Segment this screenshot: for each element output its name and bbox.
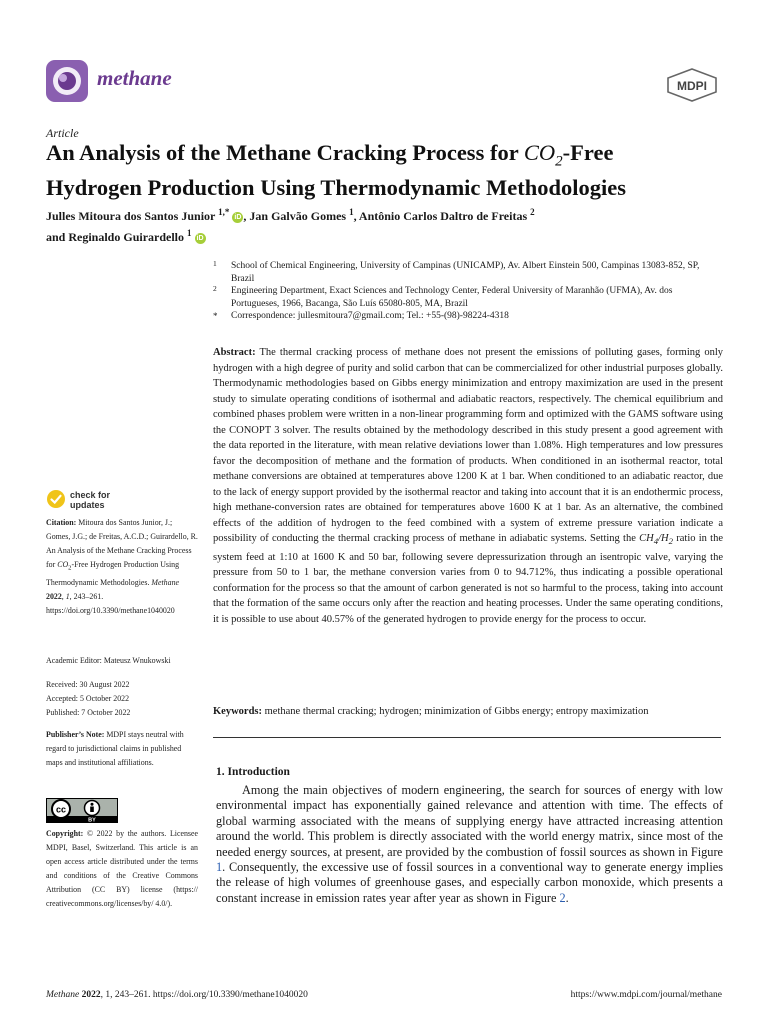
publisher-note: Publisher’s Note: MDPI stays neutral with regard to jurisdictional claims in published maps and institutional affiliations. (46, 730, 184, 767)
affiliations (213, 260, 723, 323)
orcid-icon[interactable]: iD (234, 214, 242, 221)
svg-text:cc: cc (55, 804, 67, 815)
keywords-label: Keywords: (213, 706, 262, 717)
section-divider (213, 737, 721, 738)
published-date: Published: 7 October 2022 (46, 708, 131, 717)
article-title (46, 140, 726, 201)
abstract-label: Abstract: (213, 347, 256, 358)
author-affiliation-mark: 1,* (218, 207, 230, 217)
affiliation-item: 1 School of Chemical Engineering, University of Campinas (UNICAMP), Av. Albert Einstein 500, Campinas 13083-852, SP, Brazil (213, 259, 700, 284)
author-affiliation-mark: 1 (349, 207, 354, 217)
citation-doi-link[interactable]: 243–261. https://doi.org/10.3390/methane1040020 (46, 591, 175, 615)
correspondence: * Correspondence: jullesmitoura7@gmail.com; Tel.: +55-(98)-98224-4318 (213, 311, 509, 321)
author-name[interactable]: Jan Galvão Gomes (249, 209, 347, 223)
cc-by-license-icon[interactable] (46, 798, 118, 823)
footer-citation: Methane 2022, 1, 243–261. https://doi.org/10.3390/methane1040020 (46, 990, 308, 1000)
affiliation-item: 2 Engineering Department, Exact Sciences and Technology Center, Federal University of Maranhão (UFMA), Av. dos Portugueses, 1966, Bacanga, São Luís 65080-805, MA, Brazil (213, 284, 673, 309)
author-name[interactable]: Julles Mitoura dos Santos Junior (46, 209, 216, 223)
introduction-paragraph: Among the main objectives of modern engineering, the search for sources of energy with low environmental impact has exponentially gained relevance and attention with time. The effects of global warming associated with the means of supplying energy have attracted increasing attention around the world. This problem is directly associated with the world energy matrix, since most of the needed energy sources, at present, are provided by the combustion of fossil sources as shown in Figure 1. Consequently, the excessive use of fossil sources in a conventional way to generate energy implies the release of high volumes of greenhouse gases, and especially carbon monoxide, which presents a constant increase in emission rates year after year as shown in Figure 2. (216, 783, 723, 905)
abstract: Abstract: The thermal cracking process of methane does not present the emissions of polluting gases, forming only hydrogen with a high degree of purity and solid carbon that can be commercialized for other industrial purposes globally. Thermodynamic methodologies based on Gibbs energy minimization and entropy maximization are used in the present study to simulate operating conditions of isothermal and adiabatic reactors, respectively. The chemical equilibrium and combined phases problem were written in a non-linear programming form and optimized with the GAMS software using the CONOPT 3 solver. The results obtained by the methodology described in this study present a good agreement with the data reported in the literature, with mean relative deviations lower than 1.08%. High temperatures and low pressures favor the decomposition of methane and the formation of products. When conditioned in an isothermal reactor, total methane conversions are obtained at temperatures above 1200 K at 1 bar. When conditioned to an adiabatic reactor, due to the lack of energy support provided by the isothermal reactor and taking into account that it is an endothermic process, high methane-conversion rates are obtained for temperatures above 1600 K at 1 bar. As an alternative, the combined effects of the addition of hydrogen to the feed combined with a system of extreme pressure variation indicate a possibility of conducting the thermal cracking process of methane in adiabatic systems. Setting the $CH_4/H_2$ ratio in the system feed at 1:10 at 1600 K and 50 bar, following severe depressurization through an isentropic valve, varying the pressure from 50 to 1 bar, the methane conversion varies from 0 to 94.712%, thus indicating a possible operational conformation for the process so that the amount of carbon generated is not so harmful to the process, taking into account that the formation of the same occurs only after the reaction and heating processes. Under the same operating conditions, it is possible to use about 40.57% of the generated hydrogen to provide energy for the process to occur. (213, 347, 723, 625)
author-name[interactable]: and Reginaldo Guirardello (46, 230, 185, 244)
journal-name[interactable]: methane (97, 66, 172, 90)
check-updates-icon (46, 489, 66, 509)
methane-journal-logo-icon (46, 60, 88, 102)
svg-text:BY: BY (88, 817, 96, 823)
orcid-icon[interactable]: iD (196, 235, 204, 242)
figure-2-link[interactable]: 2 (559, 890, 566, 905)
author-affiliation-mark: 2 (530, 207, 535, 217)
publication-dates (46, 678, 198, 720)
academic-editor: Academic Editor: Mateusz Wnukowski (46, 656, 171, 665)
article-type: Article (46, 126, 79, 140)
footer-journal-url[interactable]: https://www.mdpi.com/journal/methane (570, 990, 722, 1000)
figure-1-link[interactable]: 1 (216, 860, 223, 875)
title-line-1: An Analysis of the Methane Cracking Process for $CO_2$-Free (46, 140, 614, 170)
check-for-updates-button[interactable]: check for updates (46, 489, 186, 511)
received-date: Received: 30 August 2022 (46, 680, 130, 689)
title-line-2: Hydrogen Production Using Thermodynamic Methodologies (46, 174, 627, 200)
author-list: Julles Mitoura dos Santos Junior $^{1,*}$ iD , Jan Galvão Gomes $^1$, Antônio Carlos Daltro de Freitas $^2$ and Reginaldo Guirardello $^1$ iD (46, 207, 535, 244)
keywords: Keywords: methane thermal cracking; hydrogen; minimization of Gibbs energy; entropy maximization (213, 706, 649, 717)
copyright-notice: Copyright: © 2022 by the authors. Licensee MDPI, Basel, Switzerland. This article is an open access article distributed under the terms and conditions of the Creative Commons Attribution (CC BY) license (https:// creativecommons.org/licenses/by/ 4.0/). (46, 829, 198, 908)
mdpi-logo-text: MDPI (677, 79, 707, 93)
author-name[interactable]: Antônio Carlos Daltro de Freitas (358, 209, 528, 223)
author-affiliation-mark: 1 (187, 228, 192, 238)
accepted-date: Accepted: 5 October 2022 (46, 694, 130, 703)
section-heading-introduction: 1. Introduction (216, 766, 290, 778)
mdpi-logo[interactable] (666, 68, 718, 102)
citation-block: Citation: Mitoura dos Santos Junior, J.; Gomes, J.G.; de Freitas, A.C.D.; Guirardello, R. An Analysis of the Methane Cracking Process for $CO_2$-Free Hydrogen Production Using Thermodynamic Methodologies. Methane 2022, 1, 243–261. https://doi.org/10.3390/methane1040020 (46, 518, 198, 615)
